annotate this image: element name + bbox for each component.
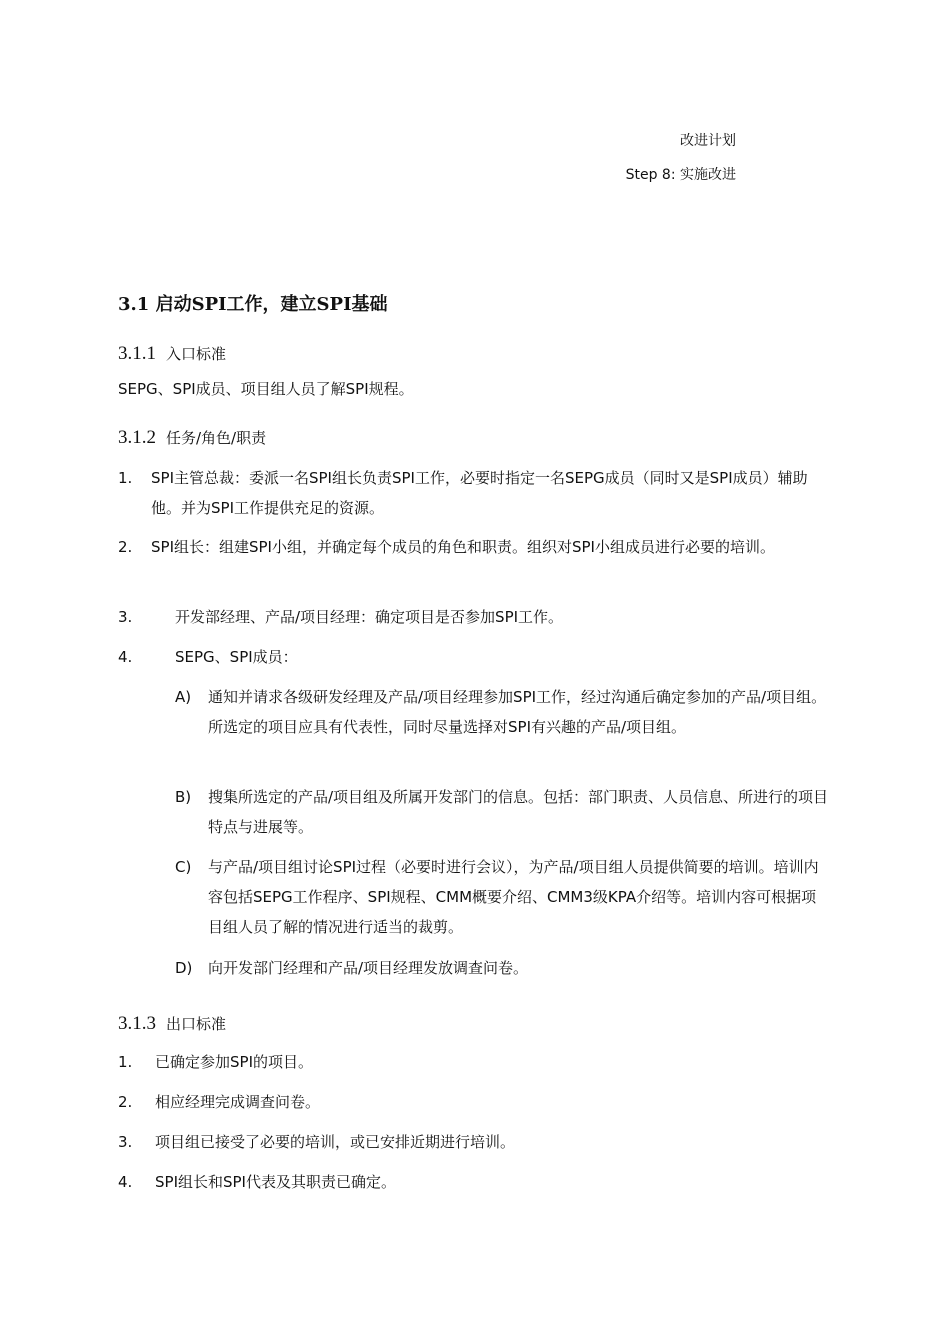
list-item: [118, 532, 828, 562]
list-marker: 2.: [118, 1093, 133, 1111]
subsection-exit-heading: [118, 1013, 226, 1035]
list-marker: A): [175, 688, 192, 706]
list-item-text: SPI主管总裁：委派一名SPI组长负责SPI工作，必要时指定一名SEPG成员（同时又是SPI成员）辅助他。并为SPI工作提供充足的资源。: [151, 469, 808, 517]
list-item-text: 项目组已接受了必要的培训，或已安排近期进行培训。: [155, 1133, 516, 1151]
list-marker: 1.: [118, 469, 133, 487]
subsection-title: 入口标准: [166, 345, 227, 363]
list-marker: 3.: [118, 608, 133, 626]
list-item: [118, 642, 828, 672]
list-item-text: 已确定参加SPI的项目。: [155, 1053, 313, 1071]
list-marker: 2.: [118, 538, 133, 556]
list-item: [118, 1087, 828, 1117]
sub-list-item: [175, 953, 829, 983]
list-item: [118, 1047, 828, 1077]
subsection-number: 3.1.1: [118, 343, 156, 364]
sub-list-item: [175, 852, 829, 942]
subsection-number: 3.1.3: [118, 1013, 156, 1034]
list-item-text: 开发部经理、产品/项目经理：确定项目是否参加SPI工作。: [175, 608, 564, 626]
list-item: [118, 1167, 828, 1197]
subsection-title: 任务/角色/职责: [166, 429, 267, 447]
list-item: [118, 463, 828, 523]
list-item-text: SEPG、SPI成员：: [175, 648, 298, 666]
list-item-text: 向开发部门经理和产品/项目经理发放调查问卷。: [208, 959, 529, 977]
list-item-text: 与产品/项目组讨论SPI过程（必要时进行会议），为产品/项目组人员提供简要的培训。培训内容包括SEPG工作程序、SPI规程、CMM概要介绍、CMM3级KPA介绍等。培训内容可根据项目组人员了解的情况进行适当的裁剪。: [208, 858, 819, 936]
section-title: 3.1 启动SPI工作，建立SPI基础: [118, 294, 388, 315]
list-marker: 4.: [118, 1173, 133, 1191]
list-marker: D): [175, 959, 193, 977]
list-item-text: 通知并请求各级研发经理及产品/项目经理参加SPI工作，经过沟通后确定参加的产品/项目组。所选定的项目应具有代表性，同时尽量选择对SPI有兴趣的产品/项目组。: [208, 688, 827, 736]
running-header-title: 改进计划: [680, 133, 736, 149]
list-item-text: 搜集所选定的产品/项目组及所属开发部门的信息。包括：部门职责、人员信息、所进行的项目特点与进展等。: [208, 788, 829, 836]
sub-list-item: [175, 782, 829, 842]
subsection-title: 出口标准: [166, 1015, 227, 1033]
list-item-text: SPI组长：组建SPI小组，并确定每个成员的角色和职责。组织对SPI小组成员进行必要的培训。: [151, 538, 775, 556]
list-item-text: 相应经理完成调查问卷。: [155, 1093, 321, 1111]
subsection-number: 3.1.2: [118, 427, 156, 448]
list-marker: 1.: [118, 1053, 133, 1071]
subsection-tasks-heading: [118, 427, 266, 449]
list-item-text: SPI组长和SPI代表及其职责已确定。: [155, 1173, 396, 1191]
list-item: [118, 1127, 828, 1157]
list-marker: B): [175, 788, 192, 806]
list-marker: 3.: [118, 1133, 133, 1151]
running-header-step: Step 8: 实施改进: [625, 167, 736, 183]
entry-criteria-text: SEPG、SPI成员、项目组人员了解SPI规程。: [118, 380, 414, 398]
list-marker: 4.: [118, 648, 133, 666]
subsection-entry-heading: [118, 343, 226, 365]
list-marker: C): [175, 858, 192, 876]
list-item: [118, 602, 828, 632]
sub-list-item: [175, 682, 829, 742]
